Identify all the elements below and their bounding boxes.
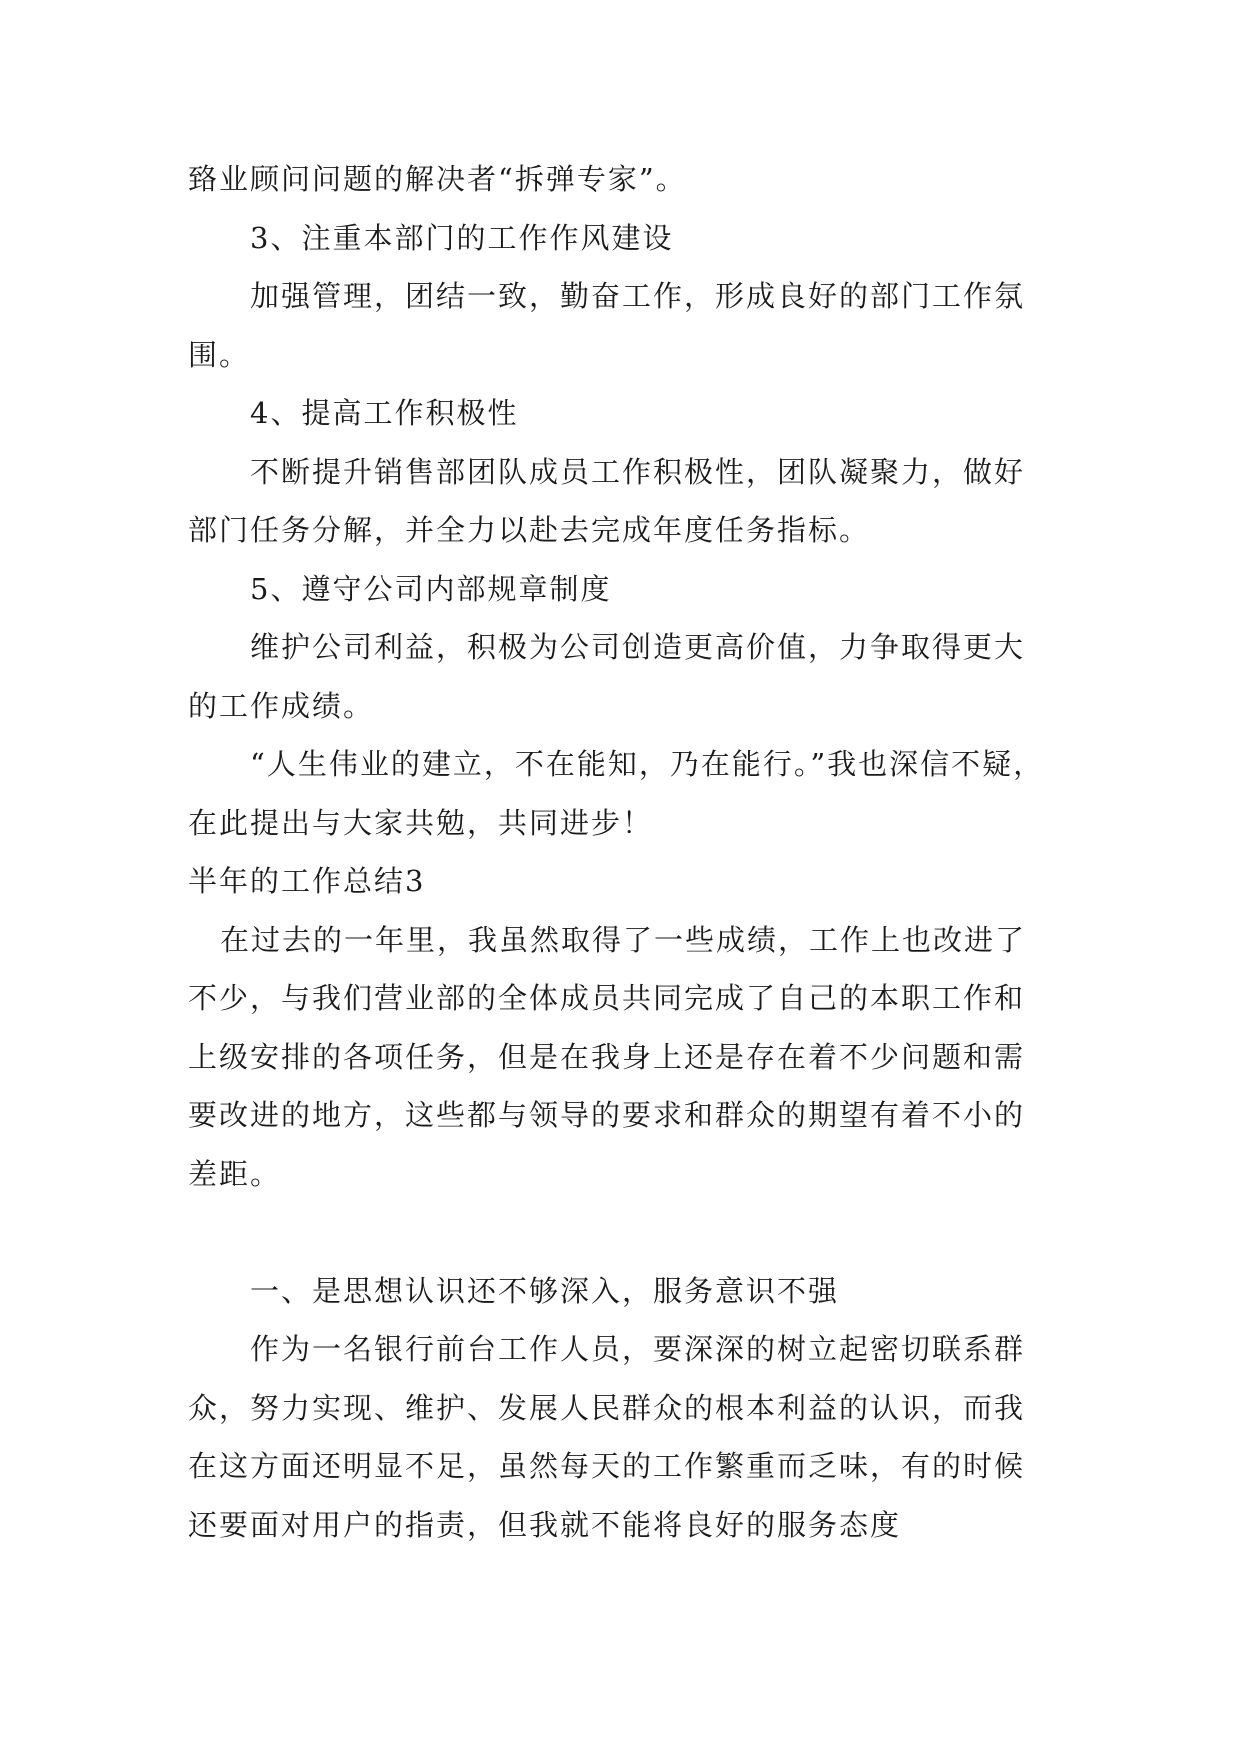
heading-item-one: 一、是思想认识还不够深入，服务意识不强 (250, 1273, 840, 1308)
paragraph: 作为一名银行前台工作人员，要深深的树立起密切联系群众，努力实现、维护、发展人民群众的根本利益的认识，而我在这方面还明显不足，虽然每天的工作繁重而乏味，有的时候还要面对用户的指责，但我就不能将良好的服务态度 (188, 1332, 1026, 1542)
paragraph-continuation: 臵业顾问问题的解决者“拆弹专家”。 (188, 162, 687, 196)
paragraph: 维护公司利益，积极为公司创造更高价值，力争取得更大的工作成绩。 (188, 630, 1026, 723)
section-title: 半年的工作总结3 (188, 864, 426, 898)
heading-item-3: 3、注重本部门的工作作风建设 (250, 220, 674, 255)
paragraph: 在过去的一年里，我虽然取得了一些成绩，工作上也改进了不少，与我们营业部的全体成员共同完成了自己的本职工作和上级安排的各项任务，但是在我身上还是存在着不少问题和需要改进的地方，这些都与领导的要求和群众的期望有着不小的差距。 (188, 922, 1027, 1191)
document-body (188, 150, 1050, 1554)
paragraph: 不断提升销售部团队成员工作积极性，团队凝聚力，做好部门任务分解，并全力以赴去完成年度任务指标。 (188, 454, 1026, 547)
heading-item-5: 5、遵守公司内部规章制度 (250, 571, 612, 606)
blank-line (188, 1203, 1050, 1262)
paragraph: 加强管理，团结一致，勤奋工作，形成良好的部门工作氛围。 (188, 279, 1026, 372)
quote-paragraph: “人生伟业的建立，不在能知，乃在能行。”我也深信不疑，在此提出与大家共勉，共同进步！ (188, 747, 1045, 840)
heading-item-4: 4、提高工作积极性 (250, 396, 519, 430)
